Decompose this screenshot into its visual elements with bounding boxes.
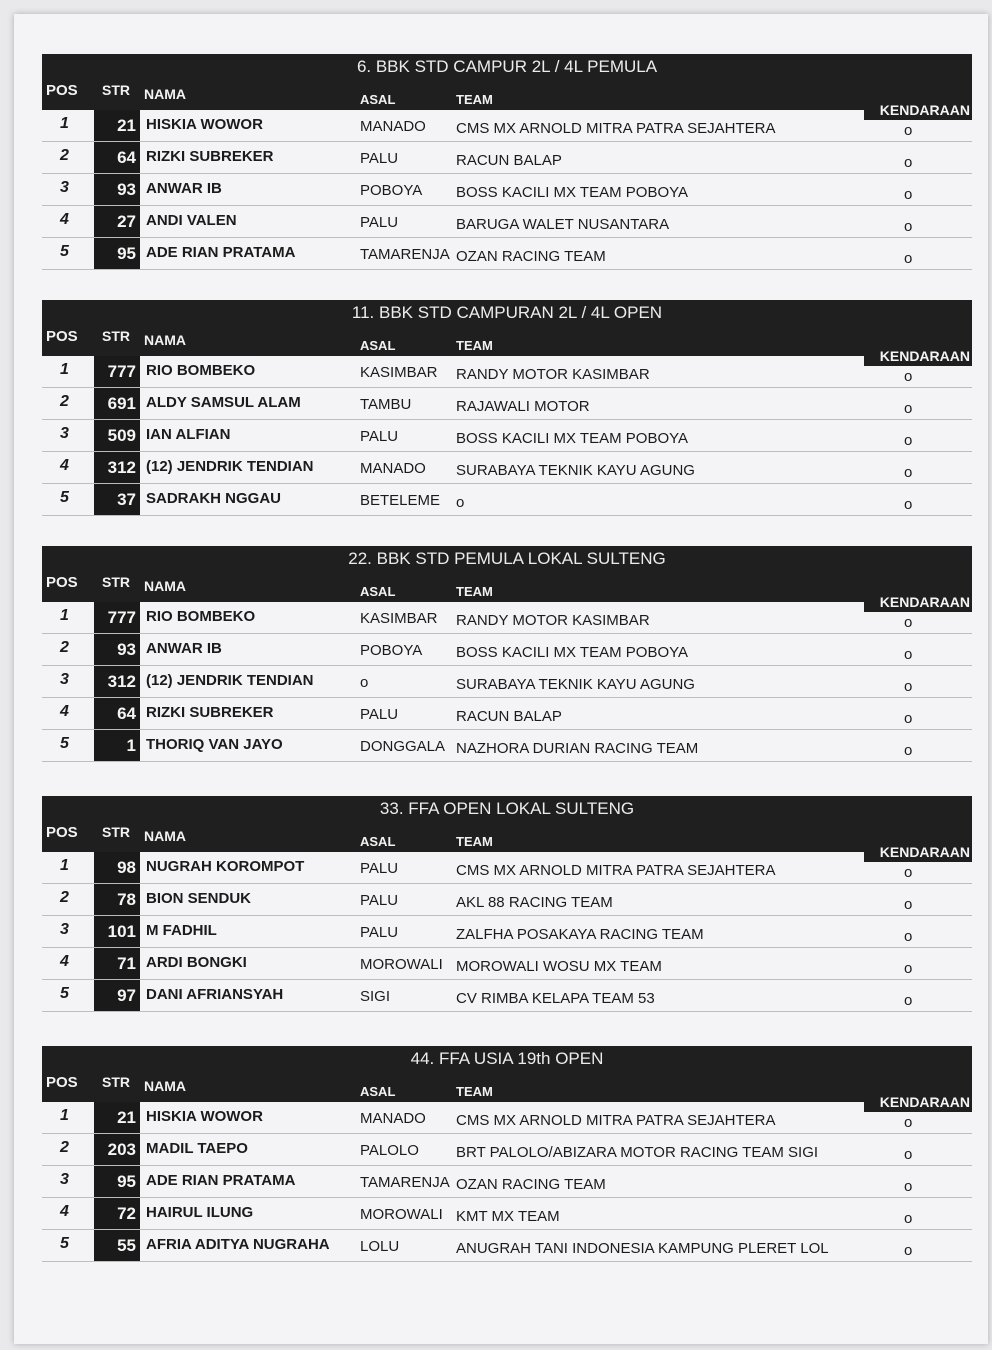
rider-name-cell: DANI AFRIANSYAH: [146, 986, 284, 1003]
start-number-cell: 1: [94, 730, 140, 761]
position-cell: 3: [60, 425, 69, 442]
start-number-cell: 777: [94, 356, 140, 387]
rider-name-cell: SADRAKH NGGAU: [146, 490, 281, 507]
table-row: [42, 238, 972, 270]
origin-cell: PALU: [360, 706, 399, 723]
header-asal: ASAL: [360, 834, 396, 849]
vehicle-cell: o: [904, 864, 913, 881]
header-nama: NAMA: [144, 828, 186, 844]
position-cell: 1: [60, 361, 69, 378]
table-body: [42, 110, 972, 270]
team-cell: OZAN RACING TEAM: [456, 248, 606, 265]
rider-name-cell: RIZKI SUBREKER: [146, 148, 274, 165]
vehicle-cell: o: [904, 496, 913, 513]
position-cell: 2: [60, 147, 69, 164]
vehicle-cell: o: [904, 250, 913, 267]
class-title: 22. BBK STD PEMULA LOKAL SULTENG: [42, 546, 972, 572]
origin-cell: KASIMBAR: [360, 610, 438, 627]
position-cell: 5: [60, 735, 69, 752]
start-number-cell: 78: [94, 884, 140, 915]
vehicle-cell: o: [904, 186, 913, 203]
vehicle-cell: o: [904, 896, 913, 913]
header-team: TEAM: [456, 338, 493, 353]
start-number-cell: 55: [94, 1230, 140, 1261]
start-number-cell: 312: [94, 666, 140, 697]
rider-name-cell: BION SENDUK: [146, 890, 252, 907]
table-row: [42, 980, 972, 1012]
vehicle-cell: o: [904, 928, 913, 945]
rider-name-cell: ANWAR IB: [146, 180, 222, 197]
table-row: [42, 388, 972, 420]
vehicle-cell: o: [904, 400, 913, 417]
header-kendaraan: KENDARAAN: [879, 844, 970, 860]
origin-cell: PALU: [360, 214, 399, 231]
table-header: [42, 822, 972, 860]
team-cell: RACUN BALAP: [456, 708, 562, 725]
vehicle-cell: o: [904, 646, 913, 663]
vehicle-cell: o: [904, 122, 913, 139]
header-str: STR: [102, 574, 130, 590]
position-cell: 2: [60, 1139, 69, 1156]
header-kendaraan: KENDARAAN: [879, 594, 970, 610]
origin-cell: POBOYA: [360, 182, 423, 199]
table-row: [42, 916, 972, 948]
table-row: [42, 452, 972, 484]
table-row: [42, 174, 972, 206]
rider-name-cell: RIZKI SUBREKER: [146, 704, 274, 721]
header-kendaraan: KENDARAAN: [879, 348, 970, 364]
team-cell: NAZHORA DURIAN RACING TEAM: [456, 740, 699, 757]
header-asal: ASAL: [360, 584, 396, 599]
position-cell: 4: [60, 703, 69, 720]
team-cell: SURABAYA TEKNIK KAYU AGUNG: [456, 462, 695, 479]
team-cell: ZALFHA POSAKAYA RACING TEAM: [456, 926, 704, 943]
start-number-cell: 21: [94, 1102, 140, 1133]
vehicle-cell: o: [904, 368, 913, 385]
header-team: TEAM: [456, 584, 493, 599]
header-pos: POS: [46, 824, 78, 841]
start-number-cell: 95: [94, 238, 140, 269]
position-cell: 1: [60, 1107, 69, 1124]
origin-cell: POBOYA: [360, 642, 423, 659]
team-cell: ANUGRAH TANI INDONESIA KAMPUNG PLERET LOL: [456, 1240, 829, 1257]
class-title: 11. BBK STD CAMPURAN 2L / 4L OPEN: [42, 300, 972, 326]
origin-cell: PALU: [360, 150, 399, 167]
rider-name-cell: ANDI VALEN: [146, 212, 237, 229]
team-cell: BOSS KACILI MX TEAM POBOYA: [456, 184, 689, 201]
table-row: [42, 142, 972, 174]
origin-cell: TAMBU: [360, 396, 412, 413]
origin-cell: TAMARENJA: [360, 246, 450, 263]
origin-cell: TAMARENJA: [360, 1174, 450, 1191]
table-header: [42, 326, 972, 364]
header-team: TEAM: [456, 92, 493, 107]
position-cell: 5: [60, 243, 69, 260]
team-cell: BRT PALOLO/ABIZARA MOTOR RACING TEAM SIGI: [456, 1144, 819, 1161]
start-number-cell: 509: [94, 420, 140, 451]
origin-cell: PALU: [360, 892, 399, 909]
vehicle-cell: o: [904, 1114, 913, 1131]
header-pos: POS: [46, 1074, 78, 1091]
rider-name-cell: MADIL TAEPO: [146, 1140, 248, 1157]
position-cell: 4: [60, 457, 69, 474]
table-row: [42, 1102, 972, 1134]
rider-name-cell: ANWAR IB: [146, 640, 222, 657]
class-table: [42, 546, 972, 778]
table-body: [42, 852, 972, 1012]
team-cell: CV RIMBA KELAPA TEAM 53: [456, 990, 655, 1007]
table-row: [42, 634, 972, 666]
vehicle-cell: o: [904, 992, 913, 1009]
vehicle-cell: o: [904, 1210, 913, 1227]
origin-cell: MOROWALI: [360, 1206, 443, 1223]
origin-cell: PALU: [360, 428, 399, 445]
position-cell: 1: [60, 115, 69, 132]
origin-cell: PALU: [360, 860, 399, 877]
start-number-cell: 64: [94, 698, 140, 729]
vehicle-cell: o: [904, 678, 913, 695]
vehicle-cell: o: [904, 960, 913, 977]
table-body: [42, 602, 972, 762]
vehicle-cell: o: [904, 218, 913, 235]
origin-cell: DONGGALA: [360, 738, 446, 755]
start-number-cell: 71: [94, 948, 140, 979]
class-table: [42, 54, 972, 286]
team-cell: CMS MX ARNOLD MITRA PATRA SEJAHTERA: [456, 120, 776, 137]
vehicle-cell: o: [904, 432, 913, 449]
origin-cell: MANADO: [360, 1110, 426, 1127]
start-number-cell: 98: [94, 852, 140, 883]
table-row: [42, 1166, 972, 1198]
header-team: TEAM: [456, 1084, 493, 1099]
rider-name-cell: ADE RIAN PRATAMA: [146, 244, 296, 261]
start-number-cell: 691: [94, 388, 140, 419]
rider-name-cell: ARDI BONGKI: [146, 954, 247, 971]
position-cell: 1: [60, 857, 69, 874]
header-kendaraan: KENDARAAN: [879, 102, 970, 118]
start-number-cell: 64: [94, 142, 140, 173]
rider-name-cell: AFRIA ADITYA NUGRAHA: [146, 1236, 330, 1253]
start-number-cell: 93: [94, 174, 140, 205]
start-number-cell: 27: [94, 206, 140, 237]
header-pos: POS: [46, 574, 78, 591]
team-cell: RACUN BALAP: [456, 152, 562, 169]
start-number-cell: 93: [94, 634, 140, 665]
table-row: [42, 1134, 972, 1166]
rider-name-cell: NUGRAH KOROMPOT: [146, 858, 305, 875]
header-nama: NAMA: [144, 1078, 186, 1094]
team-cell: RANDY MOTOR KASIMBAR: [456, 612, 650, 629]
team-cell: BOSS KACILI MX TEAM POBOYA: [456, 430, 689, 447]
rider-name-cell: (12) JENDRIK TENDIAN: [146, 672, 314, 689]
position-cell: 4: [60, 953, 69, 970]
header-nama: NAMA: [144, 86, 186, 102]
table-row: [42, 206, 972, 238]
header-nama: NAMA: [144, 578, 186, 594]
start-number-cell: 101: [94, 916, 140, 947]
position-cell: 2: [60, 639, 69, 656]
class-table: [42, 796, 972, 1028]
header-str: STR: [102, 328, 130, 344]
header-nama: NAMA: [144, 332, 186, 348]
origin-cell: MANADO: [360, 460, 426, 477]
vehicle-cell: o: [904, 1178, 913, 1195]
table-body: [42, 1102, 972, 1262]
start-number-cell: 95: [94, 1166, 140, 1197]
table-row: [42, 730, 972, 762]
position-cell: 5: [60, 489, 69, 506]
team-cell: o: [456, 494, 465, 511]
origin-cell: LOLU: [360, 1238, 400, 1255]
rider-name-cell: RIO BOMBEKO: [146, 608, 256, 625]
team-cell: CMS MX ARNOLD MITRA PATRA SEJAHTERA: [456, 862, 776, 879]
table-row: [42, 110, 972, 142]
team-cell: RANDY MOTOR KASIMBAR: [456, 366, 650, 383]
results-sheet: [14, 14, 988, 1344]
table-row: [42, 420, 972, 452]
rider-name-cell: RIO BOMBEKO: [146, 362, 256, 379]
origin-cell: SIGI: [360, 988, 391, 1005]
team-cell: MOROWALI WOSU MX TEAM: [456, 958, 662, 975]
position-cell: 3: [60, 179, 69, 196]
start-number-cell: 37: [94, 484, 140, 515]
vehicle-cell: o: [904, 1146, 913, 1163]
start-number-cell: 777: [94, 602, 140, 633]
position-cell: 4: [60, 1203, 69, 1220]
table-row: [42, 356, 972, 388]
team-cell: OZAN RACING TEAM: [456, 1176, 606, 1193]
position-cell: 2: [60, 393, 69, 410]
vehicle-cell: o: [904, 742, 913, 759]
origin-cell: BETELEME: [360, 492, 441, 509]
start-number-cell: 21: [94, 110, 140, 141]
header-pos: POS: [46, 328, 78, 345]
rider-name-cell: M FADHIL: [146, 922, 217, 939]
origin-cell: MOROWALI: [360, 956, 443, 973]
table-header: [42, 80, 972, 118]
rider-name-cell: ADE RIAN PRATAMA: [146, 1172, 296, 1189]
start-number-cell: 97: [94, 980, 140, 1011]
start-number-cell: 312: [94, 452, 140, 483]
vehicle-cell: o: [904, 464, 913, 481]
vehicle-cell: o: [904, 614, 913, 631]
vehicle-cell: o: [904, 710, 913, 727]
team-cell: BOSS KACILI MX TEAM POBOYA: [456, 644, 689, 661]
table-row: [42, 948, 972, 980]
team-cell: CMS MX ARNOLD MITRA PATRA SEJAHTERA: [456, 1112, 776, 1129]
vehicle-cell: o: [904, 1242, 913, 1259]
position-cell: 2: [60, 889, 69, 906]
table-row: [42, 1230, 972, 1262]
class-title: 6. BBK STD CAMPUR 2L / 4L PEMULA: [42, 54, 972, 80]
rider-name-cell: HAIRUL ILUNG: [146, 1204, 254, 1221]
team-cell: KMT MX TEAM: [456, 1208, 560, 1225]
table-body: [42, 356, 972, 516]
team-cell: RAJAWALI MOTOR: [456, 398, 590, 415]
position-cell: 3: [60, 671, 69, 688]
table-row: [42, 484, 972, 516]
table-row: [42, 852, 972, 884]
start-number-cell: 72: [94, 1198, 140, 1229]
origin-cell: o: [360, 674, 369, 691]
header-pos: POS: [46, 82, 78, 99]
team-cell: AKL 88 RACING TEAM: [456, 894, 613, 911]
header-team: TEAM: [456, 834, 493, 849]
class-title: 33. FFA OPEN LOKAL SULTENG: [42, 796, 972, 822]
position-cell: 3: [60, 921, 69, 938]
position-cell: 1: [60, 607, 69, 624]
header-str: STR: [102, 824, 130, 840]
class-table: [42, 300, 972, 532]
vehicle-cell: o: [904, 154, 913, 171]
team-cell: BARUGA WALET NUSANTARA: [456, 216, 670, 233]
header-asal: ASAL: [360, 92, 396, 107]
table-row: [42, 884, 972, 916]
rider-name-cell: HISKIA WOWOR: [146, 1108, 263, 1125]
table-header: [42, 1072, 972, 1110]
rider-name-cell: HISKIA WOWOR: [146, 116, 263, 133]
rider-name-cell: IAN ALFIAN: [146, 426, 231, 443]
start-number-cell: 203: [94, 1134, 140, 1165]
position-cell: 5: [60, 1235, 69, 1252]
position-cell: 4: [60, 211, 69, 228]
table-row: [42, 1198, 972, 1230]
header-str: STR: [102, 1074, 130, 1090]
team-cell: SURABAYA TEKNIK KAYU AGUNG: [456, 676, 695, 693]
table-row: [42, 666, 972, 698]
header-asal: ASAL: [360, 338, 396, 353]
origin-cell: KASIMBAR: [360, 364, 438, 381]
position-cell: 5: [60, 985, 69, 1002]
header-kendaraan: KENDARAAN: [879, 1094, 970, 1110]
position-cell: 3: [60, 1171, 69, 1188]
table-row: [42, 602, 972, 634]
rider-name-cell: THORIQ VAN JAYO: [146, 736, 283, 753]
origin-cell: PALOLO: [360, 1142, 419, 1159]
table-row: [42, 698, 972, 730]
origin-cell: MANADO: [360, 118, 426, 135]
rider-name-cell: ALDY SAMSUL ALAM: [146, 394, 301, 411]
class-table: [42, 1046, 972, 1278]
table-header: [42, 572, 972, 610]
header-str: STR: [102, 82, 130, 98]
rider-name-cell: (12) JENDRIK TENDIAN: [146, 458, 314, 475]
class-title: 44. FFA USIA 19th OPEN: [42, 1046, 972, 1072]
origin-cell: PALU: [360, 924, 399, 941]
header-asal: ASAL: [360, 1084, 396, 1099]
